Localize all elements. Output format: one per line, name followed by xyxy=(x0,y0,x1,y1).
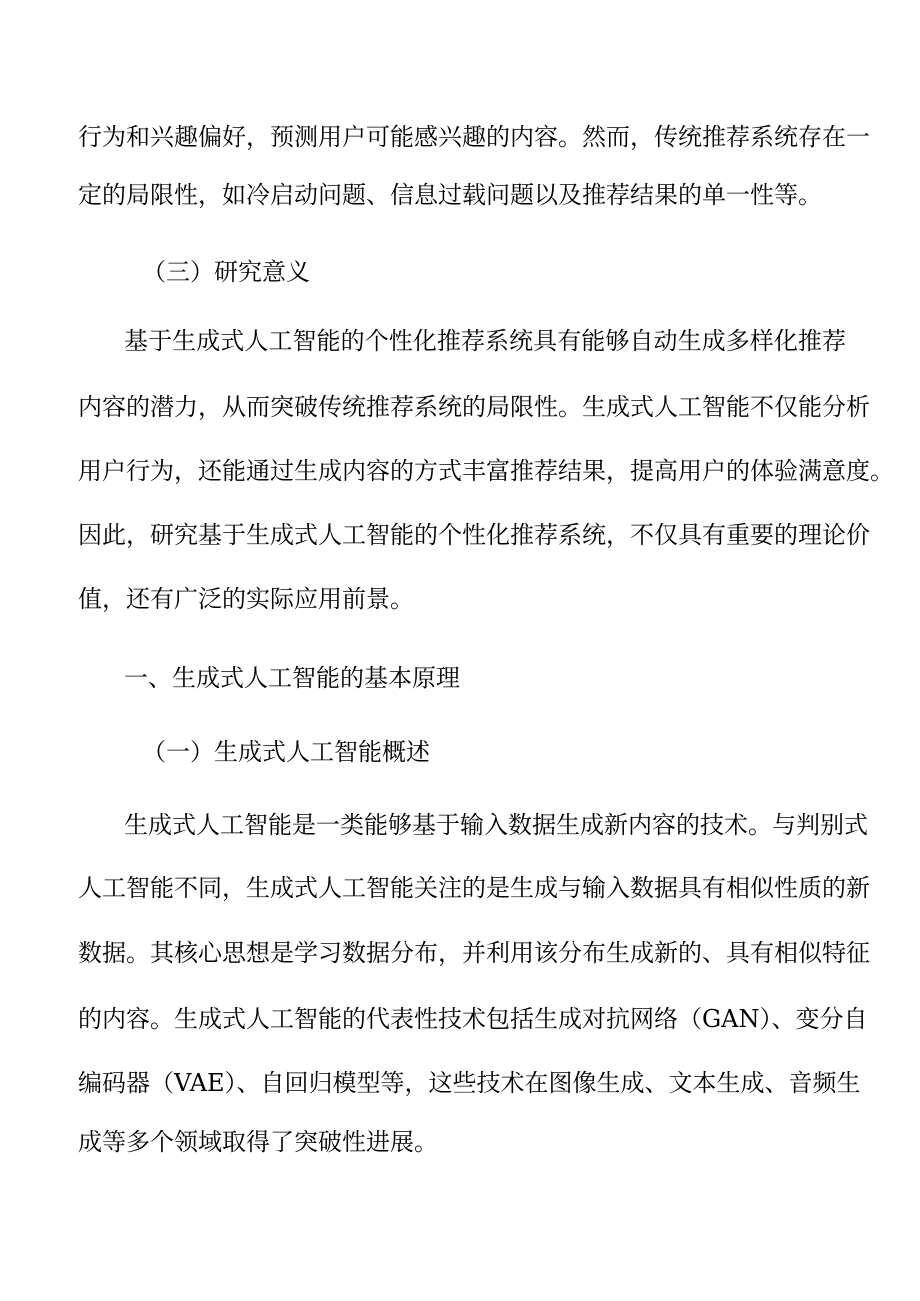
paragraph-line: 人工智能不同，生成式人工智能关注的是生成与输入数据具有相似性质的新 xyxy=(78,874,870,902)
paragraph-line: 值，还有广泛的实际应用前景。 xyxy=(78,585,414,613)
paragraph-line: 基于生成式人工智能的个性化推荐系统具有能够自动生成多样化推荐 xyxy=(124,327,846,355)
paragraph-line: 数据。其核心思想是学习数据分布，并利用该分布生成新的、具有相似特征 xyxy=(78,939,870,967)
paragraph-line: 生成式人工智能是一类能够基于输入数据生成新内容的技术。与判别式 xyxy=(124,811,868,839)
paragraph-line: 行为和兴趣偏好，预测用户可能感兴趣的内容。然而，传统推荐系统存在一 xyxy=(78,123,870,151)
paragraph-line: 成等多个领域取得了突破性进展。 xyxy=(78,1128,438,1156)
paragraph-line: 用户行为，还能通过生成内容的方式丰富推荐结果，提高用户的体验满意度。 xyxy=(78,457,894,485)
paragraph-line: 内容的潜力，从而突破传统推荐系统的局限性。生成式人工智能不仅能分析 xyxy=(78,393,870,421)
subsection-heading: （一）生成式人工智能概述 xyxy=(142,738,430,766)
paragraph-line: 编码器（VAE）、自回归模型等，这些技术在图像生成、文本生成、音频生 xyxy=(78,1069,861,1097)
paragraph-line: 因此，研究基于生成式人工智能的个性化推荐系统，不仅具有重要的理论价 xyxy=(78,521,870,549)
subsection-heading: （三）研究意义 xyxy=(142,258,310,286)
paragraph-line: 的内容。生成式人工智能的代表性技术包括生成对抗网络（GAN）、变分自 xyxy=(78,1005,868,1033)
paragraph-line: 定的局限性，如冷启动问题、信息过载问题以及推荐结果的单一性等。 xyxy=(78,181,822,209)
section-heading: 一、生成式人工智能的基本原理 xyxy=(124,664,460,692)
